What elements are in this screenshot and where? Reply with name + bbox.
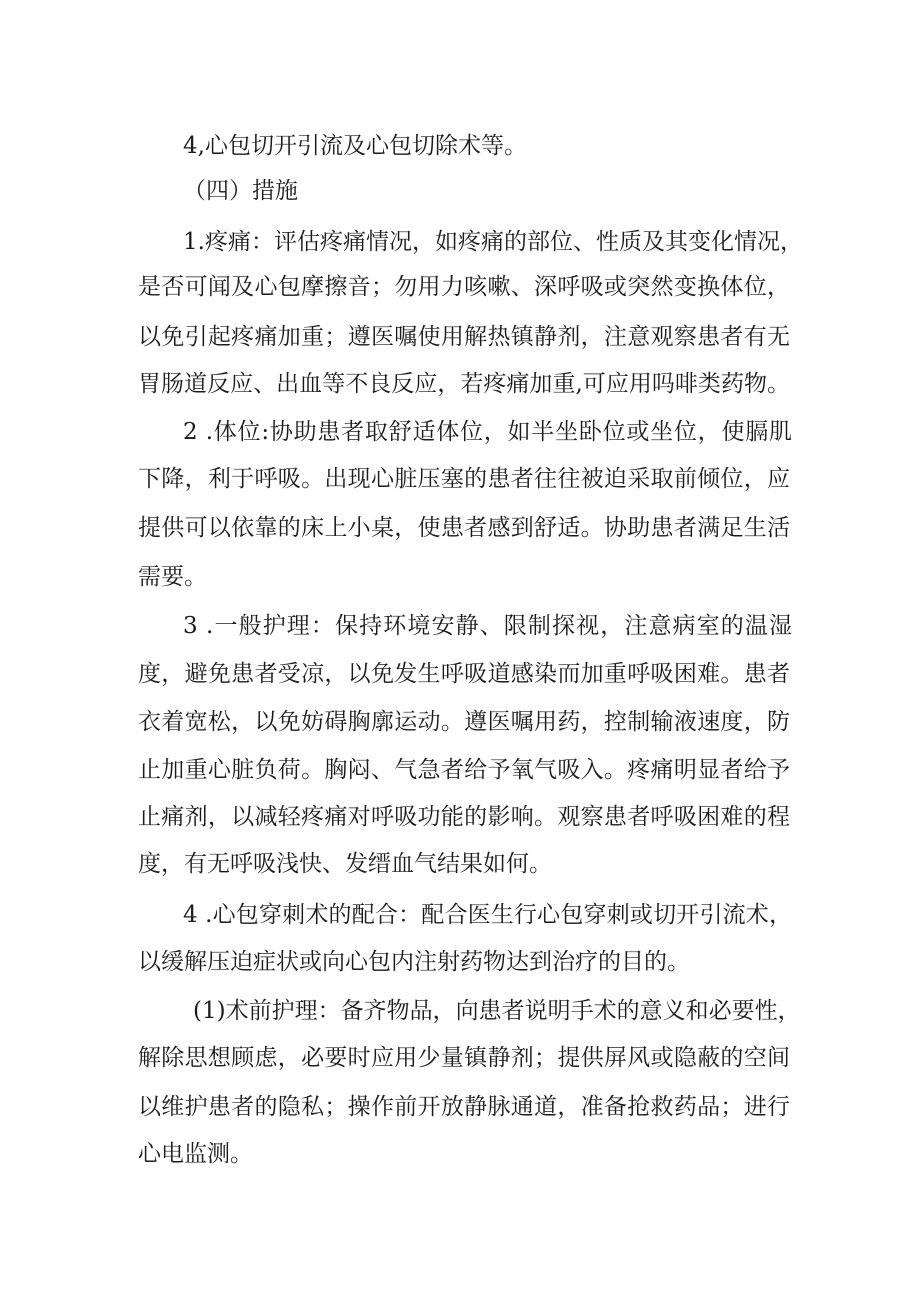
paragraph-line: 2 .体位:协助患者取舒适体位，如半坐卧位或坐位，使膈肌 bbox=[183, 419, 792, 445]
paragraph-line: 止加重心脏负荷。胸闷、气急者给予氧气吸入。疼痛明显者给予 bbox=[138, 757, 790, 783]
paragraph-line: 衣着宽松，以免妨碍胸廓运动。遵医嘱用药，控制输液速度，防 bbox=[138, 709, 790, 735]
paragraph-line: 以缓解压迫症状或向心包内注射药物达到治疗的目的。 bbox=[138, 949, 690, 975]
paragraph-line: 1.疼痛：评估疼痛情况，如疼痛的部位、性质及其变化情况， bbox=[183, 229, 803, 255]
paragraph-line: 度，避免患者受凉，以免发生呼吸道感染而加重呼吸困难。患者 bbox=[138, 661, 790, 687]
paragraph-line: 是否可闻及心包摩擦音；勿用力咳嗽、深呼吸或突然变换体位， bbox=[138, 274, 790, 300]
paragraph-line: 止痛剂，以减轻疼痛对呼吸功能的影响。观察患者呼吸困难的程 bbox=[138, 804, 790, 830]
paragraph-line: 4 .心包穿刺术的配合：配合医生行心包穿刺或切开引流术， bbox=[183, 902, 792, 928]
paragraph-line: 下降，利于呼吸。出现心脏压塞的患者往往被迫采取前倾位，应 bbox=[138, 466, 790, 492]
paragraph-line: (1)术前护理：备齐物品，向患者说明手术的意义和必要性， bbox=[193, 998, 801, 1024]
paragraph-line: 4,心包切开引流及心包切除术等。 bbox=[183, 133, 527, 159]
section-heading: （四）措施 bbox=[183, 178, 298, 204]
paragraph-line: 以免引起疼痛加重；遵医嘱使用解热镇静剂，注意观察患者有无 bbox=[138, 324, 790, 350]
paragraph-line: 心电监测。 bbox=[138, 1141, 253, 1167]
paragraph-line: 提供可以依靠的床上小桌，使患者感到舒适。协助患者满足生活 bbox=[138, 515, 790, 541]
paragraph-line: 3 .一般护理：保持环境安静、限制探视，注意病室的温湿 bbox=[183, 613, 792, 639]
paragraph-line: 以维护患者的隐私；操作前开放静脉通道，准备抢救药品；进行 bbox=[138, 1094, 790, 1120]
paragraph-line: 胃肠道反应、出血等不良反应，若疼痛加重,可应用吗啡类药物。 bbox=[138, 371, 790, 397]
paragraph-line: 需要。 bbox=[138, 564, 207, 590]
paragraph-line: 度，有无呼吸浅快、发缙血气结果如何。 bbox=[138, 851, 552, 877]
paragraph-line: 解除思想顾虑，必要时应用少量镇静剂；提供屏风或隐蔽的空间 bbox=[138, 1045, 790, 1071]
